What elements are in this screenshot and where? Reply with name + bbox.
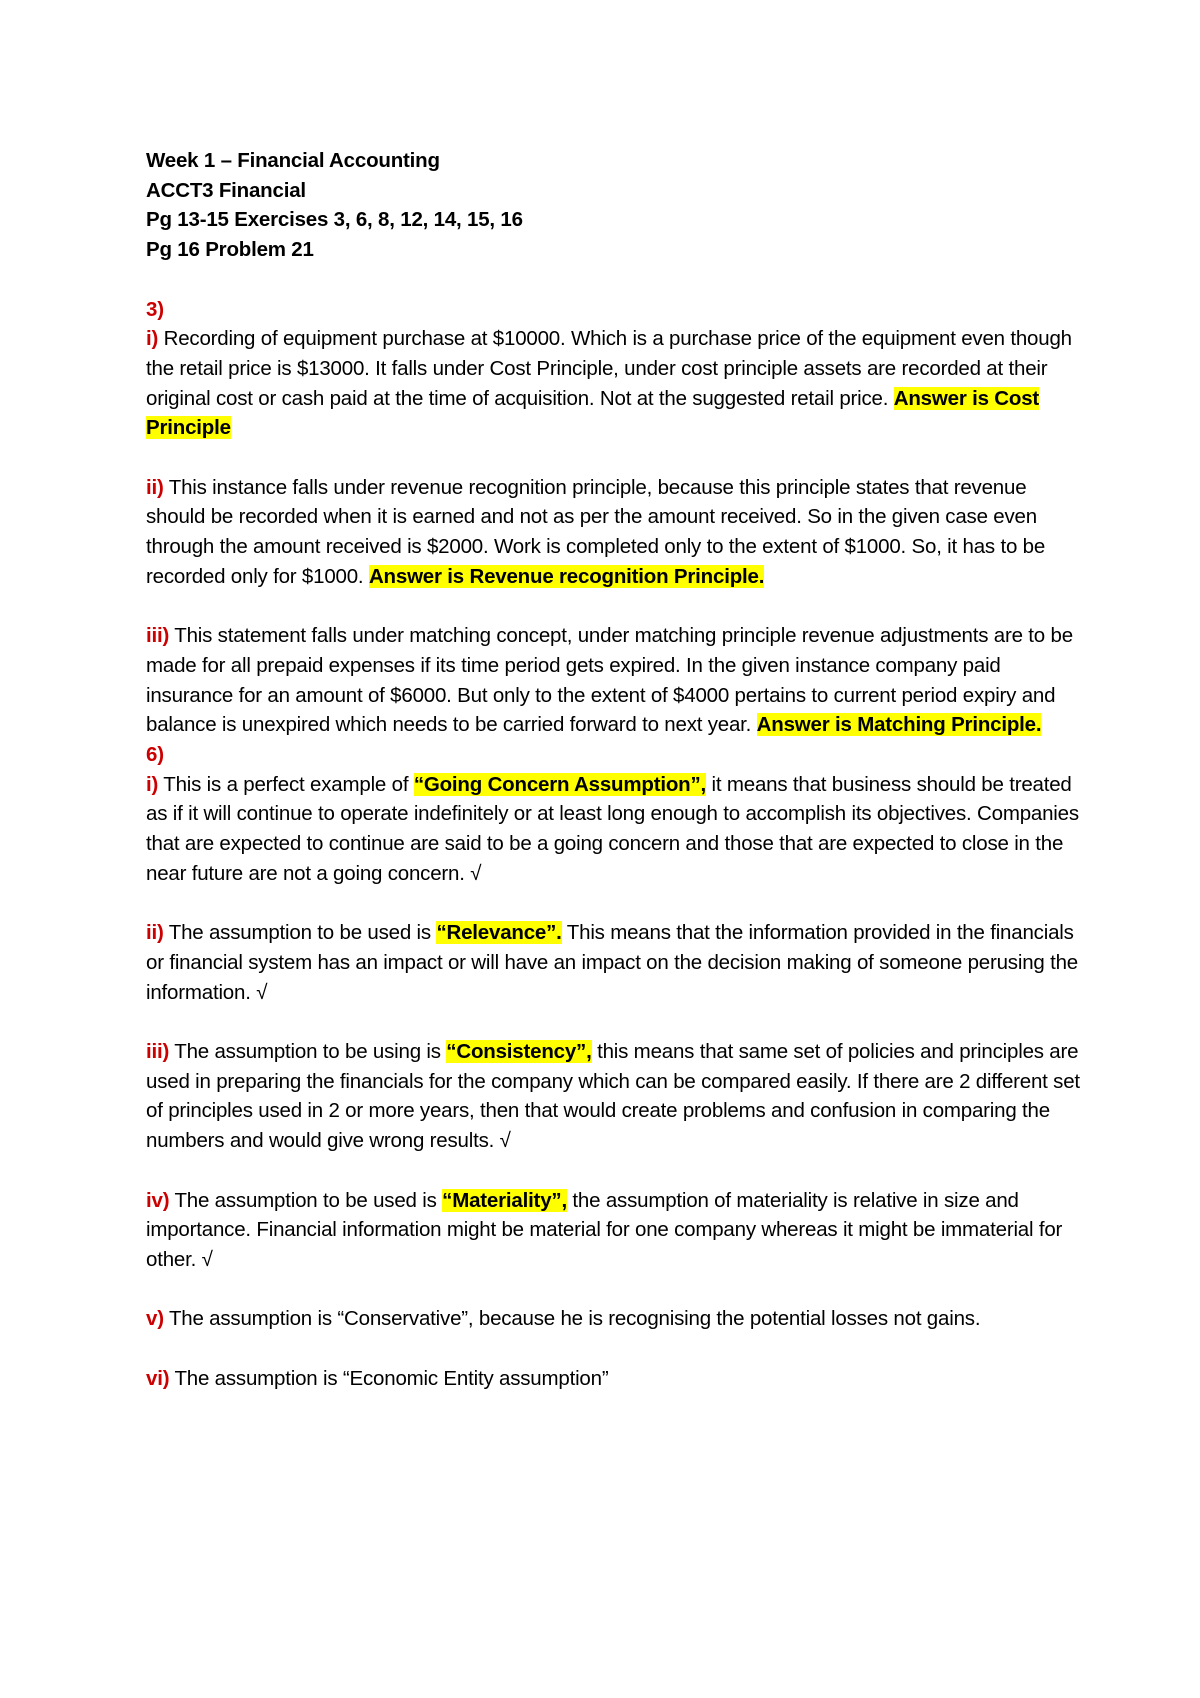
answer-text: The assumption to be used is	[169, 1188, 443, 1212]
document-header	[146, 146, 1086, 265]
header-week-title: Week 1 – Financial Accounting	[146, 149, 440, 172]
answer-text: This instance falls under revenue recognition principle, because this principle states that revenue should be recorded when it is earned and not as per the amount received. So in the given case even through the amount received is $2000. Work is completed only to the extent of $1000. So, it has to be recorded only for $1000.	[146, 475, 1046, 588]
answer-highlight: “Consistency”,	[446, 1040, 592, 1064]
answer-highlight: “Relevance”.	[436, 921, 562, 945]
answer-3-ii	[146, 473, 1086, 592]
answer-6-v	[146, 1304, 1086, 1334]
header-problem: Pg 16 Problem 21	[146, 238, 314, 262]
header-course: ACCT3 Financial	[146, 178, 306, 202]
answer-3-i	[146, 324, 1086, 443]
answer-text: This is a perfect example of	[158, 772, 414, 796]
numeral: iv)	[146, 1188, 170, 1212]
answer-text: The assumption to be used is	[163, 921, 437, 945]
header-exercises: Pg 13-15 Exercises 3, 6, 8, 12, 14, 15, 16	[146, 208, 523, 232]
answer-6-iii	[146, 1037, 1086, 1156]
answer-6-ii	[146, 918, 1086, 1007]
numeral: vi)	[146, 1366, 170, 1390]
answer-text: The assumption is “Economic Entity assumption”	[169, 1366, 609, 1390]
answer-text: it means that business should be treated as if it will continue to operate indefinitely or at least long enough to accomplish its objectives. Companies that are expected to continue are said to be a going concern and those that are expected to close in the near future are not a going concern. √	[146, 772, 1079, 885]
numeral: ii)	[146, 475, 164, 499]
numeral: v)	[146, 1307, 164, 1331]
answer-highlight: “Materiality”,	[442, 1188, 567, 1212]
section-6	[146, 740, 1086, 1393]
answer-6-i	[146, 770, 1086, 889]
section-6-title: 6)	[146, 743, 164, 767]
answer-3-iii	[146, 621, 1086, 740]
section-3-title: 3)	[146, 297, 164, 321]
answer-highlight: Answer is Revenue recognition Principle.	[368, 564, 765, 588]
answer-highlight: “Going Concern Assumption”,	[413, 772, 707, 796]
answer-text: the assumption of materiality is relative in size and importance. Financial information might be material for one company whereas it might be immaterial for other. √	[146, 1188, 1063, 1271]
numeral: iii)	[146, 624, 170, 648]
answer-text: The assumption is “Conservative”, because he is recognising the potential losses not gains.	[163, 1307, 981, 1331]
numeral: iii)	[146, 1040, 170, 1064]
numeral: i)	[146, 327, 159, 351]
answer-6-vi	[146, 1364, 1086, 1394]
answer-highlight: Answer is Matching Principle.	[756, 713, 1042, 737]
answer-text: this means that same set of policies and principles are used in preparing the financials for the company which can be compared easily. If there are 2 different set of principles used in 2 or more years, then that would create problems and confusion in comparing the numbers and would give wrong results. √	[146, 1040, 1080, 1153]
answer-text: This means that the information provided in the financials or financial system has an impact or will have an impact on the decision making of someone perusing the information. √	[146, 921, 1079, 1004]
numeral: i)	[146, 772, 159, 796]
answer-6-iv	[146, 1186, 1086, 1275]
numeral: ii)	[146, 921, 164, 945]
answer-highlight: Answer is Cost Principle	[146, 386, 1040, 440]
document-page	[146, 146, 1086, 1393]
section-3	[146, 295, 1086, 741]
answer-text: Recording of equipment purchase at $10000. Which is a purchase price of the equipment even though the retail price is $13000. It falls under Cost Principle, under cost principle assets are recorded at their original cost or cash paid at the time of acquisition. Not at the suggested retail price.	[146, 327, 1072, 410]
answer-text: This statement falls under matching concept, under matching principle revenue adjustments are to be made for all prepaid expenses if its time period gets expired. In the given instance company paid insurance for an amount of $6000. But only to the extent of $4000 pertains to current period expiry and balance is unexpired which needs to be carried forward to next year.	[146, 624, 1073, 737]
answer-text: The assumption to be using is	[169, 1040, 447, 1064]
